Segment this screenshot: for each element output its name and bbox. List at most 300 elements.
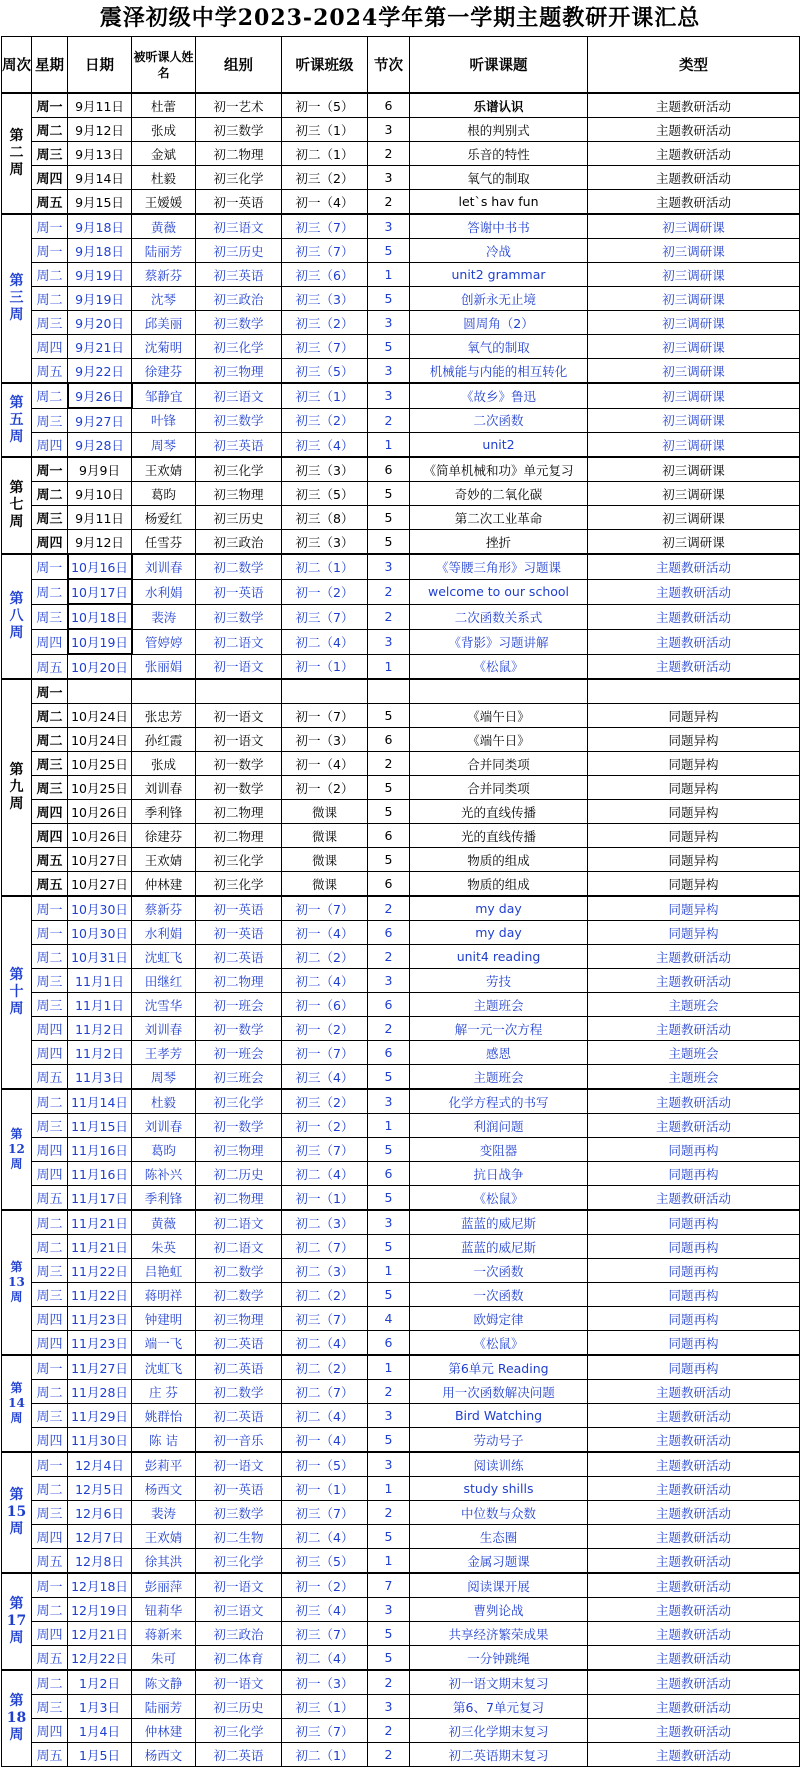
cell-topic: study shills bbox=[410, 1477, 588, 1501]
cell-date: 12月7日 bbox=[68, 1525, 132, 1549]
cell-type: 主题教研活动 bbox=[588, 1477, 800, 1501]
cell-topic: 阅读训练 bbox=[410, 1452, 588, 1477]
cell-period: 5 bbox=[368, 1525, 410, 1549]
table-row bbox=[2, 239, 800, 263]
table-row bbox=[2, 896, 800, 921]
week-label: 第 十 周 bbox=[2, 896, 32, 1089]
table-row bbox=[2, 166, 800, 190]
cell-teacher: 葛昀 bbox=[132, 482, 196, 506]
week-label: 第 13 周 bbox=[2, 1210, 32, 1355]
cell-topic: 奇妙的二氧化碳 bbox=[410, 482, 588, 506]
cell-date: 9月28日 bbox=[68, 433, 132, 458]
cell-teacher: 陆丽芳 bbox=[132, 1695, 196, 1719]
table-row bbox=[2, 1089, 800, 1114]
cell-topic: 《松鼠》 bbox=[410, 1331, 588, 1356]
cell-type: 同题异构 bbox=[588, 752, 800, 776]
table-row bbox=[2, 1695, 800, 1719]
cell-type: 主题教研活动 bbox=[588, 1525, 800, 1549]
page-title: 震泽初级中学2023-2024学年第一学期主题教研开课汇总 bbox=[99, 5, 701, 31]
cell-group: 初一语文 bbox=[196, 1452, 282, 1477]
cell-type: 同题再构 bbox=[588, 1162, 800, 1186]
cell-type: 初三调研课 bbox=[588, 214, 800, 239]
cell-date: 9月9日 bbox=[68, 457, 132, 482]
cell-group: 初三语文 bbox=[196, 1598, 282, 1622]
header-class: 听课班级 bbox=[282, 37, 368, 94]
cell-period: 5 bbox=[368, 1622, 410, 1646]
table-row bbox=[2, 408, 800, 433]
cell-class: 初一（2） bbox=[282, 1017, 368, 1041]
cell-class: 初二（2） bbox=[282, 945, 368, 969]
cell-period: 2 bbox=[368, 1380, 410, 1404]
cell-date: 11月1日 bbox=[68, 969, 132, 993]
cell-period: 3 bbox=[368, 214, 410, 239]
cell-date: 9月11日 bbox=[68, 506, 132, 530]
cell-class: 初一（2） bbox=[282, 1114, 368, 1138]
cell-day: 周二 bbox=[32, 1089, 68, 1114]
cell-day: 周三 bbox=[32, 776, 68, 800]
table-row bbox=[2, 1138, 800, 1162]
cell-day: 周一 bbox=[32, 921, 68, 945]
cell-group: 初三化学 bbox=[196, 872, 282, 897]
cell-day: 周二 bbox=[32, 118, 68, 142]
cell-topic: 变阻器 bbox=[410, 1138, 588, 1162]
cell-class: 初三（7） bbox=[282, 1622, 368, 1646]
cell-class: 初三（8） bbox=[282, 506, 368, 530]
cell-period: 3 bbox=[368, 1598, 410, 1622]
cell-day: 周三 bbox=[32, 506, 68, 530]
cell-group: 初三化学 bbox=[196, 1549, 282, 1574]
cell-group: 初三数学 bbox=[196, 408, 282, 433]
table-row bbox=[2, 1186, 800, 1211]
cell-type: 主题班会 bbox=[588, 1041, 800, 1065]
cell-day: 周二 bbox=[32, 1235, 68, 1259]
cell-topic: 抗日战争 bbox=[410, 1162, 588, 1186]
cell-type: 主题教研活动 bbox=[588, 166, 800, 190]
cell-group: 初二数学 bbox=[196, 554, 282, 579]
cell-day: 周五 bbox=[32, 1065, 68, 1090]
cell-group: 初三语文 bbox=[196, 214, 282, 239]
cell-date: 10月24日 bbox=[68, 728, 132, 752]
cell-date: 11月17日 bbox=[68, 1186, 132, 1211]
cell-date: 11月23日 bbox=[68, 1307, 132, 1331]
cell-class: 初一（1） bbox=[282, 1186, 368, 1211]
header-row bbox=[2, 37, 800, 94]
cell-date: 10月26日 bbox=[68, 800, 132, 824]
table-row bbox=[2, 654, 800, 679]
week-label: 第 二 周 bbox=[2, 93, 32, 214]
cell-class: 初三（6） bbox=[282, 263, 368, 287]
cell-class: 初三（3） bbox=[282, 457, 368, 482]
cell-date: 1月3日 bbox=[68, 1695, 132, 1719]
cell-day: 周二 bbox=[32, 383, 68, 408]
cell-type: 主题教研活动 bbox=[588, 1380, 800, 1404]
cell-group: 初一语文 bbox=[196, 654, 282, 679]
cell-date: 12月5日 bbox=[68, 1477, 132, 1501]
header-week: 周次 bbox=[2, 37, 32, 94]
cell-day: 周二 bbox=[32, 945, 68, 969]
cell-class: 初三（7） bbox=[282, 1138, 368, 1162]
cell-class: 初一（5） bbox=[282, 93, 368, 118]
cell-teacher: 彭丽萍 bbox=[132, 1573, 196, 1598]
table-row bbox=[2, 383, 800, 408]
cell-day: 周二 bbox=[32, 704, 68, 728]
cell-date: 1月2日 bbox=[68, 1670, 132, 1695]
cell-type: 主题教研活动 bbox=[588, 554, 800, 579]
cell-period: 5 bbox=[368, 1646, 410, 1671]
table-row bbox=[2, 945, 800, 969]
cell-date: 9月18日 bbox=[68, 239, 132, 263]
cell-teacher: 孙红霞 bbox=[132, 728, 196, 752]
cell-teacher: 王欢婧 bbox=[132, 848, 196, 872]
cell-teacher: 杨西文 bbox=[132, 1477, 196, 1501]
table-row bbox=[2, 482, 800, 506]
cell-date: 10月25日 bbox=[68, 752, 132, 776]
cell-period: 2 bbox=[368, 408, 410, 433]
cell-period: 5 bbox=[368, 704, 410, 728]
cell-topic: 第二次工业革命 bbox=[410, 506, 588, 530]
week-label: 第 七 周 bbox=[2, 457, 32, 554]
cell-group: 初三语文 bbox=[196, 383, 282, 408]
cell-type: 同题再构 bbox=[588, 1355, 800, 1380]
cell-date: 10月27日 bbox=[68, 848, 132, 872]
cell-day: 周五 bbox=[32, 359, 68, 384]
table-row bbox=[2, 1404, 800, 1428]
cell-teacher: 黄薇 bbox=[132, 214, 196, 239]
cell-group: 初三英语 bbox=[196, 433, 282, 458]
table-row bbox=[2, 921, 800, 945]
week-label: 第 八 周 bbox=[2, 554, 32, 679]
cell-day: 周四 bbox=[32, 166, 68, 190]
cell-period: 5 bbox=[368, 530, 410, 555]
cell-type: 主题教研活动 bbox=[588, 1186, 800, 1211]
cell-type: 主题教研活动 bbox=[588, 1670, 800, 1695]
cell-date: 12月6日 bbox=[68, 1501, 132, 1525]
table-row bbox=[2, 969, 800, 993]
cell-class: 初二（7） bbox=[282, 1380, 368, 1404]
cell-group: 初二英语 bbox=[196, 1404, 282, 1428]
cell-class: 初三（2） bbox=[282, 166, 368, 190]
cell-teacher: 杜毅 bbox=[132, 1089, 196, 1114]
cell-type: 主题教研活动 bbox=[588, 969, 800, 993]
cell-day: 周一 bbox=[32, 1573, 68, 1598]
table-row bbox=[2, 679, 800, 704]
cell-type: 主题教研活动 bbox=[588, 142, 800, 166]
cell-period: 5 bbox=[368, 1186, 410, 1211]
cell-class: 初二（4） bbox=[282, 1525, 368, 1549]
cell-class: 初三（5） bbox=[282, 359, 368, 384]
cell-group: 初三化学 bbox=[196, 335, 282, 359]
cell-period: 6 bbox=[368, 457, 410, 482]
cell-group: 初一语文 bbox=[196, 1573, 282, 1598]
cell-period: 5 bbox=[368, 1065, 410, 1090]
cell-date: 10月27日 bbox=[68, 872, 132, 897]
cell-type: 同题异构 bbox=[588, 848, 800, 872]
cell-period: 6 bbox=[368, 93, 410, 118]
cell-period: 1 bbox=[368, 1477, 410, 1501]
cell-teacher: 张成 bbox=[132, 752, 196, 776]
cell-period: 3 bbox=[368, 1695, 410, 1719]
cell-teacher: 仲林建 bbox=[132, 1719, 196, 1743]
cell-topic: 乐谱认识 bbox=[410, 93, 588, 118]
cell-group: 初三化学 bbox=[196, 848, 282, 872]
cell-period: 1 bbox=[368, 433, 410, 458]
cell-topic: 光的直线传播 bbox=[410, 800, 588, 824]
cell-teacher: 庄 芬 bbox=[132, 1380, 196, 1404]
cell-group: 初三政治 bbox=[196, 1622, 282, 1646]
cell-topic: 光的直线传播 bbox=[410, 824, 588, 848]
cell-day: 周四 bbox=[32, 433, 68, 458]
cell-date: 11月30日 bbox=[68, 1428, 132, 1453]
cell-date: 11月21日 bbox=[68, 1210, 132, 1235]
cell-class: 初三（2） bbox=[282, 311, 368, 335]
cell-day: 周二 bbox=[32, 287, 68, 311]
cell-topic: 《等腰三角形》习题课 bbox=[410, 554, 588, 579]
table-row bbox=[2, 214, 800, 239]
cell-topic: 金属习题课 bbox=[410, 1549, 588, 1574]
cell-date: 12月18日 bbox=[68, 1573, 132, 1598]
cell-type: 主题教研活动 bbox=[588, 1404, 800, 1428]
cell-teacher: 金斌 bbox=[132, 142, 196, 166]
cell-class: 初二（4） bbox=[282, 629, 368, 654]
cell-period: 6 bbox=[368, 824, 410, 848]
cell-group: 初一艺术 bbox=[196, 93, 282, 118]
cell-group: 初一英语 bbox=[196, 190, 282, 215]
cell-period: 2 bbox=[368, 945, 410, 969]
cell-group: 初三政治 bbox=[196, 287, 282, 311]
cell-group: 初三班会 bbox=[196, 1065, 282, 1090]
cell-period: 3 bbox=[368, 554, 410, 579]
cell-class: 初二（1） bbox=[282, 1743, 368, 1767]
cell-day: 周三 bbox=[32, 604, 68, 629]
cell-class: 初一（4） bbox=[282, 190, 368, 215]
cell-day: 周四 bbox=[32, 335, 68, 359]
cell-period: 5 bbox=[368, 1283, 410, 1307]
cell-teacher: 裴涛 bbox=[132, 604, 196, 629]
table-row bbox=[2, 1452, 800, 1477]
cell-group: 初二英语 bbox=[196, 945, 282, 969]
cell-period: 2 bbox=[368, 1670, 410, 1695]
header-group: 组别 bbox=[196, 37, 282, 94]
cell-group: 初一班会 bbox=[196, 1041, 282, 1065]
cell-day: 周五 bbox=[32, 654, 68, 679]
table-row bbox=[2, 800, 800, 824]
cell-topic: my day bbox=[410, 896, 588, 921]
cell-group: 初二语文 bbox=[196, 1210, 282, 1235]
cell-topic: 利润问题 bbox=[410, 1114, 588, 1138]
cell-day: 周四 bbox=[32, 1622, 68, 1646]
cell-teacher: 蒋明祥 bbox=[132, 1283, 196, 1307]
cell-period: 5 bbox=[368, 1235, 410, 1259]
cell-teacher: 王孝芳 bbox=[132, 1041, 196, 1065]
cell-period: 1 bbox=[368, 1259, 410, 1283]
cell-period: 3 bbox=[368, 1452, 410, 1477]
cell-class: 初三（7） bbox=[282, 1307, 368, 1331]
cell-type: 同题异构 bbox=[588, 872, 800, 897]
cell-type: 同题再构 bbox=[588, 1138, 800, 1162]
table-row bbox=[2, 1573, 800, 1598]
table-row bbox=[2, 457, 800, 482]
cell-day: 周三 bbox=[32, 1283, 68, 1307]
cell-type: 同题异构 bbox=[588, 896, 800, 921]
week-label: 第 九 周 bbox=[2, 679, 32, 896]
cell-topic: 阅读课开展 bbox=[410, 1573, 588, 1598]
cell-period bbox=[368, 679, 410, 704]
week-label: 第 15 周 bbox=[2, 1452, 32, 1573]
table-row bbox=[2, 1622, 800, 1646]
cell-group: 初一语文 bbox=[196, 728, 282, 752]
cell-group: 初二生物 bbox=[196, 1525, 282, 1549]
cell-class: 初一（4） bbox=[282, 752, 368, 776]
cell-day: 周三 bbox=[32, 1114, 68, 1138]
cell-date: 1月4日 bbox=[68, 1719, 132, 1743]
cell-teacher: 陆丽芳 bbox=[132, 239, 196, 263]
cell-period: 5 bbox=[368, 506, 410, 530]
cell-class: 初三（7） bbox=[282, 604, 368, 629]
cell-teacher: 叶锋 bbox=[132, 408, 196, 433]
cell-period: 6 bbox=[368, 728, 410, 752]
cell-group: 初三数学 bbox=[196, 118, 282, 142]
cell-period: 3 bbox=[368, 1210, 410, 1235]
cell-teacher: 杜蕾 bbox=[132, 93, 196, 118]
cell-group: 初二数学 bbox=[196, 1259, 282, 1283]
cell-type: 初三调研课 bbox=[588, 408, 800, 433]
cell-teacher: 张成 bbox=[132, 118, 196, 142]
cell-teacher: 蔡新芬 bbox=[132, 896, 196, 921]
cell-day: 周五 bbox=[32, 190, 68, 215]
cell-period: 2 bbox=[368, 142, 410, 166]
cell-class: 微课 bbox=[282, 848, 368, 872]
cell-period: 3 bbox=[368, 969, 410, 993]
cell-date: 11月2日 bbox=[68, 1041, 132, 1065]
cell-date: 11月2日 bbox=[68, 1017, 132, 1041]
table-row bbox=[2, 142, 800, 166]
cell-class: 初二（4） bbox=[282, 1646, 368, 1671]
cell-day: 周三 bbox=[32, 1259, 68, 1283]
cell-topic: 共享经济繁荣成果 bbox=[410, 1622, 588, 1646]
cell-day: 周四 bbox=[32, 1162, 68, 1186]
cell-topic: 合并同类项 bbox=[410, 752, 588, 776]
cell-type: 初三调研课 bbox=[588, 530, 800, 555]
cell-class: 初一（1） bbox=[282, 654, 368, 679]
cell-day: 周五 bbox=[32, 1646, 68, 1671]
cell-teacher: 沈雪华 bbox=[132, 993, 196, 1017]
cell-date: 10月19日 bbox=[68, 629, 132, 654]
cell-class: 微课 bbox=[282, 872, 368, 897]
cell-topic: unit2 bbox=[410, 433, 588, 458]
cell-class: 初三（1） bbox=[282, 118, 368, 142]
cell-period: 4 bbox=[368, 1307, 410, 1331]
cell-topic: 圆周角（2） bbox=[410, 311, 588, 335]
cell-topic: 曹刿论战 bbox=[410, 1598, 588, 1622]
cell-type: 主题教研活动 bbox=[588, 1452, 800, 1477]
cell-topic: 《端午日》 bbox=[410, 728, 588, 752]
cell-class: 初二（2） bbox=[282, 1355, 368, 1380]
cell-group: 初三物理 bbox=[196, 482, 282, 506]
cell-type: 同题异构 bbox=[588, 824, 800, 848]
table-row bbox=[2, 1017, 800, 1041]
week-label: 第 14 周 bbox=[2, 1355, 32, 1452]
cell-group: 初二语文 bbox=[196, 629, 282, 654]
cell-teacher: 蒋新来 bbox=[132, 1622, 196, 1646]
table-row bbox=[2, 1525, 800, 1549]
cell-teacher: 沈虹飞 bbox=[132, 1355, 196, 1380]
cell-teacher: 陈 诘 bbox=[132, 1428, 196, 1453]
cell-type: 初三调研课 bbox=[588, 506, 800, 530]
cell-topic: unit4 reading bbox=[410, 945, 588, 969]
cell-topic: Bird Watching bbox=[410, 1404, 588, 1428]
cell-topic: 《松鼠》 bbox=[410, 654, 588, 679]
cell-period: 3 bbox=[368, 166, 410, 190]
cell-date bbox=[68, 679, 132, 704]
cell-teacher: 刘训春 bbox=[132, 1114, 196, 1138]
cell-type: 主题教研活动 bbox=[588, 1743, 800, 1767]
cell-teacher: 刘训春 bbox=[132, 776, 196, 800]
cell-type: 初三调研课 bbox=[588, 239, 800, 263]
cell-date: 10月24日 bbox=[68, 704, 132, 728]
cell-topic: welcome to our school bbox=[410, 579, 588, 604]
cell-topic: 主题班会 bbox=[410, 993, 588, 1017]
cell-teacher: 周琴 bbox=[132, 1065, 196, 1090]
cell-teacher: 刘训春 bbox=[132, 554, 196, 579]
cell-group: 初三英语 bbox=[196, 263, 282, 287]
cell-topic: 一次函数 bbox=[410, 1259, 588, 1283]
cell-class: 初二（2） bbox=[282, 1283, 368, 1307]
cell-day: 周四 bbox=[32, 1017, 68, 1041]
table-row bbox=[2, 1743, 800, 1767]
cell-period: 5 bbox=[368, 776, 410, 800]
cell-day: 周一 bbox=[32, 457, 68, 482]
cell-type: 初三调研课 bbox=[588, 335, 800, 359]
cell-group: 初三历史 bbox=[196, 239, 282, 263]
cell-group: 初二历史 bbox=[196, 1162, 282, 1186]
week-label: 第 18 周 bbox=[2, 1670, 32, 1767]
cell-period: 6 bbox=[368, 1331, 410, 1356]
cell-teacher: 杜毅 bbox=[132, 166, 196, 190]
cell-day: 周三 bbox=[32, 993, 68, 1017]
cell-topic: 初三化学期末复习 bbox=[410, 1719, 588, 1743]
cell-day: 周一 bbox=[32, 679, 68, 704]
cell-date: 11月16日 bbox=[68, 1162, 132, 1186]
cell-date: 9月19日 bbox=[68, 287, 132, 311]
cell-group: 初二英语 bbox=[196, 1355, 282, 1380]
cell-date: 1月5日 bbox=[68, 1743, 132, 1767]
cell-group: 初三化学 bbox=[196, 166, 282, 190]
cell-topic: 《故乡》鲁迅 bbox=[410, 383, 588, 408]
cell-date: 9月10日 bbox=[68, 482, 132, 506]
cell-class: 初一（1） bbox=[282, 1477, 368, 1501]
cell-day: 周五 bbox=[32, 1549, 68, 1574]
table-row bbox=[2, 1646, 800, 1671]
cell-group: 初一数学 bbox=[196, 1017, 282, 1041]
cell-day: 周四 bbox=[32, 1428, 68, 1453]
cell-date: 11月21日 bbox=[68, 1235, 132, 1259]
table-row bbox=[2, 506, 800, 530]
cell-topic: 机械能与内能的相互转化 bbox=[410, 359, 588, 384]
cell-topic: let`s hav fun bbox=[410, 190, 588, 215]
cell-type: 主题教研活动 bbox=[588, 604, 800, 629]
cell-teacher: 沈虹飞 bbox=[132, 945, 196, 969]
cell-day: 周五 bbox=[32, 848, 68, 872]
table-row bbox=[2, 93, 800, 118]
cell-day: 周二 bbox=[32, 728, 68, 752]
cell-date: 10月20日 bbox=[68, 654, 132, 679]
cell-day: 周四 bbox=[32, 1307, 68, 1331]
cell-topic: 蓝蓝的威尼斯 bbox=[410, 1210, 588, 1235]
table-row bbox=[2, 824, 800, 848]
cell-class: 初二（4） bbox=[282, 1162, 368, 1186]
cell-topic: 物质的组成 bbox=[410, 872, 588, 897]
cell-topic: 中位数与众数 bbox=[410, 1501, 588, 1525]
